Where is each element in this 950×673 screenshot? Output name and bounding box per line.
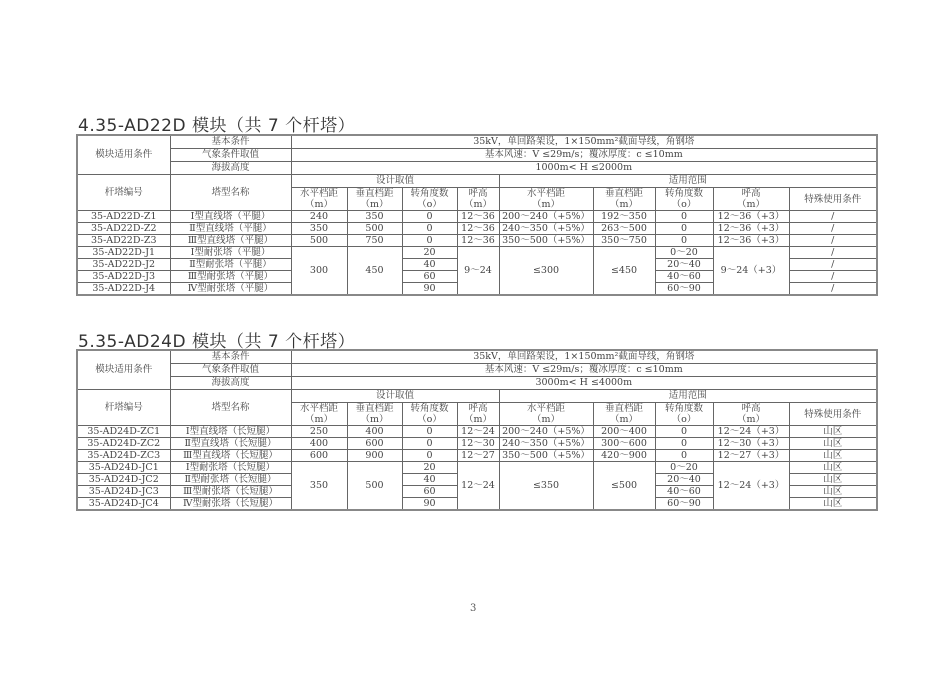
range-angle: 20～40 xyxy=(655,259,713,271)
design-angle: 0 xyxy=(402,211,457,223)
tower-id: 35-AD24D-ZC2 xyxy=(77,438,170,450)
condition-name: 海拔高度 xyxy=(170,162,291,175)
header-range-height: 呼高 （m） xyxy=(713,403,789,426)
special-condition: 山区 xyxy=(789,486,877,498)
range-height: 12～24（+3） xyxy=(713,426,789,438)
range-angle: 0～20 xyxy=(655,247,713,259)
range-vert-span: ≤500 xyxy=(593,462,655,511)
design-horiz-span: 350 xyxy=(291,462,347,511)
header-range-angle: 转角度数 （o） xyxy=(655,403,713,426)
special-condition: / xyxy=(789,259,877,271)
design-vert-span: 500 xyxy=(347,462,402,511)
section-title-ad24d: 5.35-AD24D 模块（共 7 个杆塔） xyxy=(78,332,356,352)
design-angle: 0 xyxy=(402,235,457,247)
header-range-horiz-span: 水平档距 （m） xyxy=(499,188,593,211)
tower-type: Ⅲ型耐张塔（平腿） xyxy=(170,271,291,283)
condition-name: 海拔高度 xyxy=(170,377,291,390)
header-design-group: 设计取值 xyxy=(291,175,499,188)
special-condition: / xyxy=(789,247,877,259)
range-horiz-span: 200～240（+5%） xyxy=(499,211,593,223)
special-condition: / xyxy=(789,235,877,247)
design-vert-span: 450 xyxy=(347,247,402,296)
header-design-group: 设计取值 xyxy=(291,390,499,403)
design-height: 12～36 xyxy=(457,211,499,223)
special-condition: / xyxy=(789,283,877,296)
range-height: 12～30（+3） xyxy=(713,438,789,450)
tower-type: Ⅰ型直线塔（长短腿） xyxy=(170,426,291,438)
range-height: 12～27（+3） xyxy=(713,450,789,462)
page-number: 3 xyxy=(470,603,477,614)
special-condition: 山区 xyxy=(789,426,877,438)
design-angle: 40 xyxy=(402,474,457,486)
range-angle: 40～60 xyxy=(655,486,713,498)
conditions-label: 模块适用条件 xyxy=(77,350,170,390)
range-vert-span: ≤450 xyxy=(593,247,655,296)
header-range-horiz-span: 水平档距 （m） xyxy=(499,403,593,426)
table-row xyxy=(77,438,877,450)
tower-type: Ⅱ型耐张塔（平腿） xyxy=(170,259,291,271)
design-angle: 90 xyxy=(402,498,457,511)
condition-value: 35kV，单回路架设，1×150mm²截面导线，角钢塔 xyxy=(291,135,877,149)
tower-type: Ⅰ型直线塔（平腿） xyxy=(170,211,291,223)
table-row xyxy=(77,235,877,247)
design-height: 12～36 xyxy=(457,235,499,247)
table-row xyxy=(77,426,877,438)
table-row xyxy=(77,462,877,474)
tower-id: 35-AD22D-Z2 xyxy=(77,223,170,235)
tower-type: Ⅱ型耐张塔（长短腿） xyxy=(170,474,291,486)
design-angle: 20 xyxy=(402,462,457,474)
range-horiz-span: 240～350（+5%） xyxy=(499,438,593,450)
range-vert-span: 300～600 xyxy=(593,438,655,450)
condition-value: 1000m< H ≤2000m xyxy=(291,162,877,175)
special-condition: / xyxy=(789,211,877,223)
tower-id: 35-AD22D-J3 xyxy=(77,271,170,283)
condition-name: 气象条件取值 xyxy=(170,364,291,377)
header-range-height: 呼高 （m） xyxy=(713,188,789,211)
range-height: 12～24（+3） xyxy=(713,462,789,511)
range-vert-span: 263～500 xyxy=(593,223,655,235)
range-angle: 0～20 xyxy=(655,462,713,474)
design-angle: 90 xyxy=(402,283,457,296)
special-condition: 山区 xyxy=(789,450,877,462)
design-angle: 0 xyxy=(402,450,457,462)
design-height: 12～24 xyxy=(457,426,499,438)
header-special: 特殊使用条件 xyxy=(789,188,877,211)
range-horiz-span: ≤350 xyxy=(499,462,593,511)
range-vert-span: 200～400 xyxy=(593,426,655,438)
range-height: 12～36（+3） xyxy=(713,211,789,223)
condition-name: 基本条件 xyxy=(170,350,291,364)
header-tower-type: 塔型名称 xyxy=(170,175,291,211)
condition-name: 气象条件取值 xyxy=(170,149,291,162)
conditions-label: 模块适用条件 xyxy=(77,135,170,175)
design-vert-span: 350 xyxy=(347,211,402,223)
header-design-horiz-span: 水平档距 （m） xyxy=(291,188,347,211)
header-range-angle: 转角度数 （o） xyxy=(655,188,713,211)
condition-value: 35kV，单回路架设，1×150mm²截面导线，角钢塔 xyxy=(291,350,877,364)
section-title-ad22d: 4.35-AD22D 模块（共 7 个杆塔） xyxy=(78,116,356,136)
tower-id: 35-AD24D-ZC3 xyxy=(77,450,170,462)
range-horiz-span: 350～500（+5%） xyxy=(499,235,593,247)
condition-name: 基本条件 xyxy=(170,135,291,149)
header-tower-id: 杆塔编号 xyxy=(77,175,170,211)
design-height: 12～24 xyxy=(457,462,499,511)
design-vert-span: 900 xyxy=(347,450,402,462)
range-horiz-span: ≤300 xyxy=(499,247,593,296)
design-angle: 0 xyxy=(402,438,457,450)
header-special: 特殊使用条件 xyxy=(789,403,877,426)
design-angle: 0 xyxy=(402,223,457,235)
condition-value: 基本风速：V ≤29m/s；覆冰厚度：c ≤10mm xyxy=(291,149,877,162)
header-range-group: 适用范围 xyxy=(499,390,877,403)
tower-type: Ⅳ型耐张塔（平腿） xyxy=(170,283,291,296)
range-angle: 0 xyxy=(655,223,713,235)
header-design-vert-span: 垂直档距 （m） xyxy=(347,403,402,426)
range-horiz-span: 240～350（+5%） xyxy=(499,223,593,235)
header-tower-id: 杆塔编号 xyxy=(77,390,170,426)
range-vert-span: 192～350 xyxy=(593,211,655,223)
tower-id: 35-AD22D-J2 xyxy=(77,259,170,271)
tower-type: Ⅲ型直线塔（长短腿） xyxy=(170,450,291,462)
tower-type: Ⅰ型耐张塔（长短腿） xyxy=(170,462,291,474)
special-condition: 山区 xyxy=(789,474,877,486)
header-design-vert-span: 垂直档距 （m） xyxy=(347,188,402,211)
tower-type: Ⅱ型直线塔（长短腿） xyxy=(170,438,291,450)
design-angle: 60 xyxy=(402,486,457,498)
design-horiz-span: 250 xyxy=(291,426,347,438)
design-vert-span: 600 xyxy=(347,438,402,450)
tower-type: Ⅳ型耐张塔（长短腿） xyxy=(170,498,291,511)
tower-id: 35-AD22D-Z3 xyxy=(77,235,170,247)
design-height: 12～36 xyxy=(457,223,499,235)
design-horiz-span: 350 xyxy=(291,223,347,235)
tower-type: Ⅲ型直线塔（平腿） xyxy=(170,235,291,247)
range-height: 9～24（+3） xyxy=(713,247,789,296)
tower-id: 35-AD24D-JC1 xyxy=(77,462,170,474)
special-condition: 山区 xyxy=(789,438,877,450)
tower-id: 35-AD22D-Z1 xyxy=(77,211,170,223)
special-condition: 山区 xyxy=(789,462,877,474)
module-table-ad24d xyxy=(76,349,878,511)
header-design-angle: 转角度数 （o） xyxy=(402,188,457,211)
range-angle: 0 xyxy=(655,450,713,462)
range-angle: 40～60 xyxy=(655,271,713,283)
design-height: 12～30 xyxy=(457,438,499,450)
design-angle: 20 xyxy=(402,247,457,259)
header-design-height: 呼高 （m） xyxy=(457,188,499,211)
range-angle: 0 xyxy=(655,438,713,450)
design-horiz-span: 500 xyxy=(291,235,347,247)
design-horiz-span: 600 xyxy=(291,450,347,462)
table-row xyxy=(77,223,877,235)
range-angle: 0 xyxy=(655,211,713,223)
tower-type: Ⅰ型耐张塔（平腿） xyxy=(170,247,291,259)
design-horiz-span: 400 xyxy=(291,438,347,450)
condition-value: 基本风速：V ≤29m/s；覆冰厚度：c ≤10mm xyxy=(291,364,877,377)
range-angle: 60～90 xyxy=(655,498,713,511)
special-condition: / xyxy=(789,271,877,283)
tower-id: 35-AD24D-JC2 xyxy=(77,474,170,486)
condition-value: 3000m< H ≤4000m xyxy=(291,377,877,390)
design-angle: 60 xyxy=(402,271,457,283)
range-horiz-span: 350～500（+5%） xyxy=(499,450,593,462)
tower-id: 35-AD22D-J4 xyxy=(77,283,170,296)
range-height: 12～36（+3） xyxy=(713,235,789,247)
header-design-angle: 转角度数 （o） xyxy=(402,403,457,426)
table-row xyxy=(77,211,877,223)
design-horiz-span: 300 xyxy=(291,247,347,296)
tower-type: Ⅲ型耐张塔（长短腿） xyxy=(170,486,291,498)
range-height: 12～36（+3） xyxy=(713,223,789,235)
range-angle: 20～40 xyxy=(655,474,713,486)
design-vert-span: 400 xyxy=(347,426,402,438)
tower-id: 35-AD24D-JC4 xyxy=(77,498,170,511)
special-condition: / xyxy=(789,223,877,235)
design-vert-span: 750 xyxy=(347,235,402,247)
range-vert-span: 350～750 xyxy=(593,235,655,247)
module-table-ad22d xyxy=(76,134,878,296)
range-angle: 0 xyxy=(655,426,713,438)
tower-id: 35-AD24D-ZC1 xyxy=(77,426,170,438)
range-angle: 0 xyxy=(655,235,713,247)
tower-id: 35-AD22D-J1 xyxy=(77,247,170,259)
tower-id: 35-AD24D-JC3 xyxy=(77,486,170,498)
table-row xyxy=(77,247,877,259)
range-vert-span: 420～900 xyxy=(593,450,655,462)
design-angle: 0 xyxy=(402,426,457,438)
tower-type: Ⅱ型直线塔（平腿） xyxy=(170,223,291,235)
header-range-vert-span: 垂直档距 （m） xyxy=(593,403,655,426)
header-design-height: 呼高 （m） xyxy=(457,403,499,426)
special-condition: 山区 xyxy=(789,498,877,511)
design-height: 9～24 xyxy=(457,247,499,296)
header-range-vert-span: 垂直档距 （m） xyxy=(593,188,655,211)
header-range-group: 适用范围 xyxy=(499,175,877,188)
header-design-horiz-span: 水平档距 （m） xyxy=(291,403,347,426)
range-horiz-span: 200～240（+5%） xyxy=(499,426,593,438)
range-angle: 60～90 xyxy=(655,283,713,296)
header-tower-type: 塔型名称 xyxy=(170,390,291,426)
design-height: 12～27 xyxy=(457,450,499,462)
design-horiz-span: 240 xyxy=(291,211,347,223)
table-row xyxy=(77,450,877,462)
design-angle: 40 xyxy=(402,259,457,271)
design-vert-span: 500 xyxy=(347,223,402,235)
